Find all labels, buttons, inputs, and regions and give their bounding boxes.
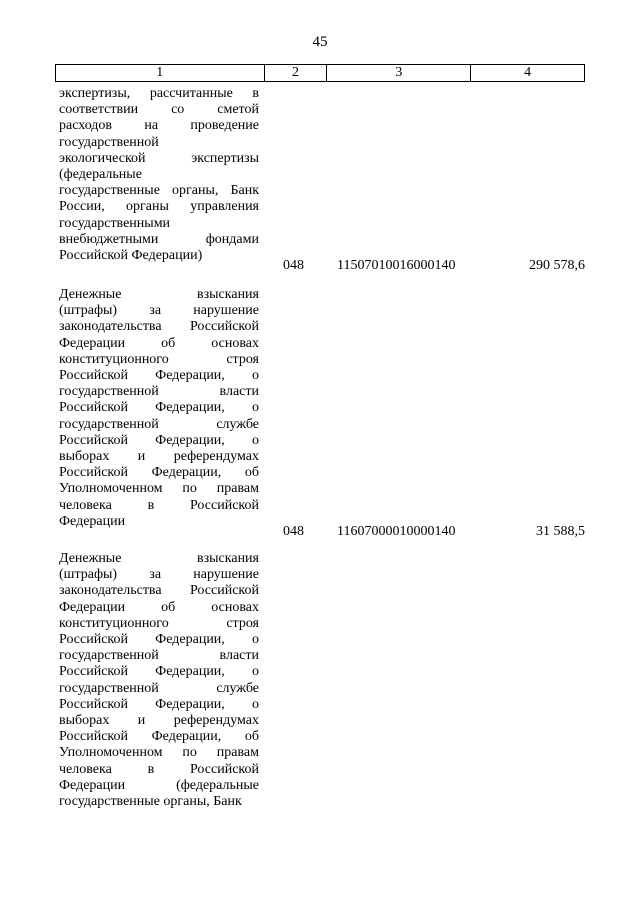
column-header-3: 3 — [327, 65, 471, 81]
description-line: Российской Федерации, о — [59, 696, 259, 712]
description-line: экологической экспертизы — [59, 150, 259, 166]
column-header-2: 2 — [265, 65, 328, 81]
description-line: расходов на проведение — [59, 118, 259, 134]
description-line: человека в Российской — [59, 497, 259, 513]
description-line: Российской Федерации, о — [59, 432, 259, 448]
description-line: Федерации — [59, 513, 126, 529]
description-line: Российской Федерации, о — [59, 368, 259, 384]
row-description — [59, 287, 259, 530]
description-line: (федеральные — [59, 167, 142, 183]
description-line: Федерации (федеральные — [59, 777, 259, 793]
description-line: Российской Федерации, об — [59, 465, 259, 481]
description-line: выборах и референдумах — [59, 713, 259, 729]
description-line: Федерации об основах — [59, 335, 259, 351]
description-line: Российской Федерации, о — [59, 400, 259, 416]
description-line: Уполномоченном по правам — [59, 745, 259, 761]
description-line: государственные органы, Банк — [59, 183, 259, 199]
description-line: Российской Федерации, о — [59, 632, 259, 648]
description-line: Российской Федерации, о — [59, 664, 259, 680]
amount: 290 578,6 — [529, 258, 585, 273]
description-line: конституционного строя — [59, 615, 259, 631]
description-line: Уполномоченном по правам — [59, 481, 259, 497]
description-line: государственными — [59, 215, 171, 231]
description-line: законодательства Российской — [59, 319, 259, 335]
description-line: государственной службе — [59, 416, 259, 432]
description-line: экспертизы, рассчитанные в — [59, 86, 259, 101]
column-header-4: 4 — [471, 65, 585, 81]
description-line: государственной — [59, 134, 159, 150]
description-line: Российской Федерации, об — [59, 729, 259, 745]
description-line: внебюджетными фондами — [59, 231, 259, 247]
description-line: выборах и референдумах — [59, 449, 259, 465]
column-header-1: 1 — [56, 65, 265, 81]
budget-classification-code: 11607000010000140 — [337, 524, 456, 539]
description-line: Федерации об основах — [59, 599, 259, 615]
description-line: (штрафы) за нарушение — [59, 303, 259, 319]
amount: 31 588,5 — [536, 524, 585, 539]
description-line: Денежные взыскания — [59, 551, 259, 566]
description-line: (штрафы) за нарушение — [59, 567, 259, 583]
description-line: государственной власти — [59, 384, 259, 400]
description-line: Российской Федерации) — [59, 248, 203, 264]
budget-classification-code: 11507010016000140 — [337, 258, 456, 273]
description-line: государственной службе — [59, 680, 259, 696]
description-line: человека в Российской — [59, 761, 259, 777]
description-line: государственные органы, Банк — [59, 794, 242, 810]
description-line: соответствии со сметой — [59, 102, 259, 118]
admin-code: 048 — [283, 258, 304, 273]
description-line: законодательства Российской — [59, 583, 259, 599]
description-line: конституционного строя — [59, 351, 259, 367]
row-description — [59, 86, 259, 264]
description-line: России, органы управления — [59, 199, 259, 215]
table-header — [55, 64, 585, 82]
description-line: Денежные взыскания — [59, 287, 259, 302]
admin-code: 048 — [283, 524, 304, 539]
description-line: государственной власти — [59, 648, 259, 664]
page-number: 45 — [312, 34, 328, 50]
row-description — [59, 551, 259, 810]
